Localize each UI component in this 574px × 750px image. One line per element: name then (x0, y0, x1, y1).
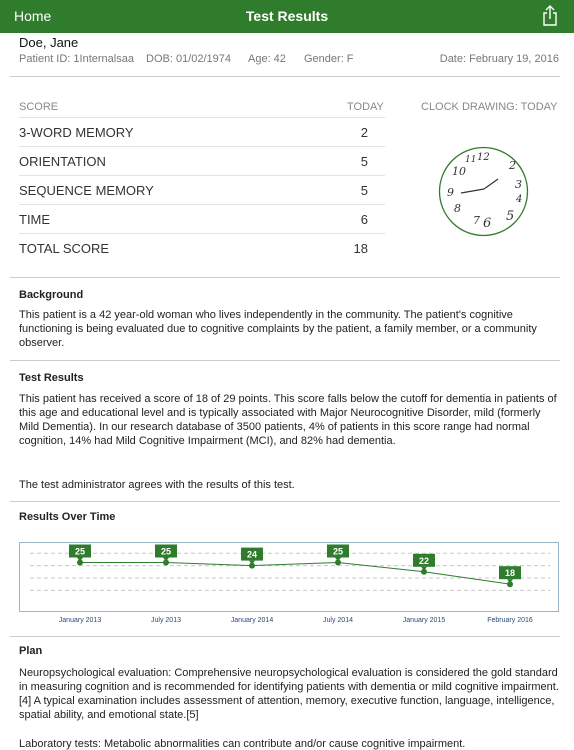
test-date: Date: February 19, 2016 (439, 53, 559, 65)
svg-text:3: 3 (515, 178, 522, 191)
header-divider (10, 76, 560, 77)
svg-text:8: 8 (454, 202, 461, 215)
plan-laboratory-text: Laboratory tests: Metabolic abnormalities can contribute and/or cause cognitive impairment. (19, 738, 466, 750)
home-button[interactable]: Home (14, 8, 52, 24)
score-row-value: 18 (353, 241, 368, 256)
score-row-value: 2 (360, 125, 368, 140)
svg-text:10: 10 (452, 165, 466, 178)
plan-neuropsych-text: Neuropsychological evaluation: Comprehensive neuropsychological evaluation is considered the gold standard in measuring cognition and is recommended for identifying patients with dementia or mild cognitive impairment.[4] A typical examination includes assessment of attention, memory, executive function, language, intelligence, spatial ability, and emotional state.[5] (19, 667, 559, 721)
chart-x-tick-label: January 2013 (58, 617, 102, 624)
results-chart (19, 542, 559, 612)
score-row-label: ORIENTATION (19, 154, 106, 169)
chart-x-tick-label: July 2013 (151, 617, 181, 624)
navigation-bar (0, 0, 574, 33)
chart-x-tick-label: July 2014 (323, 617, 353, 624)
section-divider (10, 636, 560, 637)
patient-age: Age: 42 (248, 53, 286, 65)
score-row-value: 6 (360, 212, 368, 227)
clock-drawing-header: CLOCK DRAWING: TODAY (421, 101, 558, 113)
patient-name: Doe, Jane (19, 35, 79, 50)
patient-gender: Gender: F (304, 53, 354, 65)
section-divider (10, 277, 560, 278)
page-title: Test Results (245, 8, 329, 24)
svg-text:7: 7 (473, 214, 480, 227)
chart-data-label: 22 (418, 555, 430, 566)
patient-dob: DOB: 01/02/1974 (146, 53, 232, 65)
today-column-header: TODAY (347, 101, 384, 113)
score-row-label: TOTAL SCORE (19, 241, 110, 256)
row-divider (19, 146, 385, 147)
section-divider (10, 501, 560, 502)
score-column-header: SCORE (19, 101, 59, 113)
chart-x-tick-label: January 2014 (230, 617, 274, 624)
test-results-text: This patient has received a score of 18 of 29 points. This score falls below the cutoff for dementia in patients of this age and educational level and is typically associated with Major Neurocognitive Disorder, mild (formerly Mild Dementia). In our research database of 3500 patients, 4% of patients in this score range had normal cognition, 14% had Mild Cognitive Impairment (MCI), and 82% had dementia. (19, 393, 557, 447)
chart-data-label: 25 (160, 546, 172, 557)
score-row-value: 5 (360, 154, 368, 169)
row-divider (19, 233, 385, 234)
svg-text:4: 4 (516, 194, 523, 205)
score-row-label: SEQUENCE MEMORY (19, 183, 154, 198)
svg-text:11: 11 (465, 155, 477, 165)
row-divider (19, 117, 385, 118)
score-row-value: 5 (360, 183, 368, 198)
clock-drawing-image (437, 145, 530, 238)
background-text: This patient is a 42 year-old woman who lives independently in the community. The patient's cognitive functioning is being evaluated due to cognitive complaints by the patient, a family member, or a community observer. (19, 309, 537, 349)
test-results-title: Test Results (19, 372, 84, 384)
svg-text:5: 5 (506, 209, 515, 224)
row-divider (19, 175, 385, 176)
results-chart-svg (20, 543, 560, 613)
svg-text:2: 2 (509, 159, 516, 172)
background-title: Background (19, 289, 84, 301)
chart-x-tick-label: January 2015 (402, 617, 446, 624)
svg-text:9: 9 (447, 186, 454, 199)
results-over-time-title: Results Over Time (19, 511, 116, 523)
chart-data-label: 24 (246, 549, 258, 560)
administrator-agreement-text: The test administrator agrees with the results of this test. (19, 479, 295, 491)
score-row-label: 3-WORD MEMORY (19, 125, 134, 140)
section-divider (10, 360, 560, 361)
chart-data-label: 18 (504, 568, 516, 579)
plan-title: Plan (19, 645, 43, 657)
svg-text:6: 6 (483, 216, 492, 231)
patient-id: Patient ID: 1Internalsaa (19, 53, 134, 65)
chart-data-label: 25 (332, 546, 344, 557)
score-row-label: TIME (19, 212, 51, 227)
svg-text:12: 12 (477, 152, 490, 163)
chart-x-tick-label: February 2016 (487, 617, 533, 624)
share-icon[interactable] (540, 5, 560, 27)
row-divider (19, 204, 385, 205)
chart-data-label: 25 (74, 546, 86, 557)
